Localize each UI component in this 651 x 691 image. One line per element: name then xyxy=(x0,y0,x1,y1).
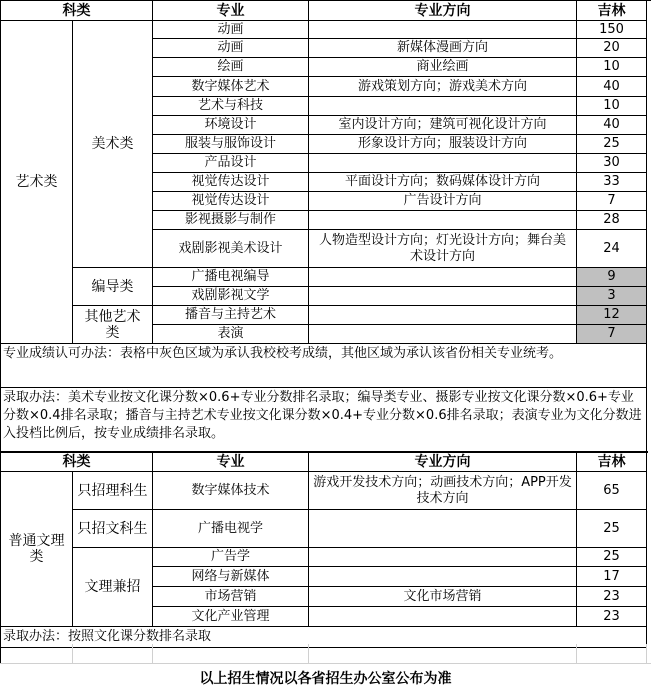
quota-cell: 25 xyxy=(577,510,647,548)
quota-cell: 10 xyxy=(577,58,647,77)
note-general-admission: 录取办法：按照文化课分数排名录取 xyxy=(1,627,647,648)
quota-cell: 25 xyxy=(577,135,647,154)
header-direction: 专业方向 xyxy=(309,1,577,21)
quota-cell: 3 xyxy=(577,287,647,306)
direction-cell xyxy=(309,548,577,567)
direction-cell xyxy=(309,567,577,587)
direction-cell xyxy=(309,287,577,306)
direction-cell: 人物造型设计方向；灯光设计方向；舞台美术设计方向 xyxy=(309,230,577,268)
major-cell: 影视摄影与制作 xyxy=(153,211,309,230)
direction-cell: 平面设计方向；数码媒体设计方向 xyxy=(309,173,577,192)
quota-cell: 28 xyxy=(577,211,647,230)
major-cell: 网络与新媒体 xyxy=(153,567,309,587)
quota-cell: 17 xyxy=(577,567,647,587)
major-cell: 市场营销 xyxy=(153,587,309,607)
direction-cell: 形象设计方向；服装设计方向 xyxy=(309,135,577,154)
note-admission: 录取办法：美术专业按文化课分数×0.6+专业分数排名录取；编导类专业、摄影专业按文化课分数×0.6+专业分数×0.4排名录取；播音与主持艺术专业按文化课分数×0.4+专业分数×0.6排名录取；表演专业为文化分数进入投档比例后，按专业成绩排名录取。 xyxy=(1,388,647,452)
sub-both: 文理兼招 xyxy=(73,548,153,627)
major-cell: 广播电视编导 xyxy=(153,268,309,287)
major-cell: 服装与服饰设计 xyxy=(153,135,309,154)
header-province: 吉林 xyxy=(577,1,647,21)
major-cell: 广播电视学 xyxy=(153,510,309,548)
quota-cell: 150 xyxy=(577,21,647,39)
quota-cell: 40 xyxy=(577,116,647,135)
major-cell: 文化产业管理 xyxy=(153,607,309,627)
quota-cell: 7 xyxy=(577,325,647,344)
quota-cell: 40 xyxy=(577,77,647,97)
quota-cell: 23 xyxy=(577,587,647,607)
quota-cell: 25 xyxy=(577,548,647,567)
direction-cell: 广告设计方向 xyxy=(309,192,577,211)
direction-cell xyxy=(309,325,577,344)
direction-cell: 商业绘画 xyxy=(309,58,577,77)
sub-liberal-only: 只招文科生 xyxy=(73,510,153,548)
major-cell: 视觉传达设计 xyxy=(153,192,309,211)
empty-grid-row xyxy=(0,644,651,664)
header2-category: 科类 xyxy=(1,453,153,472)
direction-cell xyxy=(309,510,577,548)
direction-cell xyxy=(309,154,577,173)
direction-cell xyxy=(309,306,577,325)
header2-direction: 专业方向 xyxy=(309,453,577,472)
major-cell: 播音与主持艺术 xyxy=(153,306,309,325)
quota-cell: 24 xyxy=(577,230,647,268)
footer-note: 以上招生情况以各省招生办公室公布为准 xyxy=(199,670,452,687)
major-cell: 数字媒体技术 xyxy=(153,472,309,510)
direction-cell xyxy=(309,607,577,627)
header2-province: 吉林 xyxy=(577,453,647,472)
header-major: 专业 xyxy=(153,1,309,21)
quota-cell: 7 xyxy=(577,192,647,211)
major-cell: 戏剧影视文学 xyxy=(153,287,309,306)
direction-cell: 室内设计方向；建筑可视化设计方向 xyxy=(309,116,577,135)
direction-cell xyxy=(309,211,577,230)
sub-art-fine: 美术类 xyxy=(73,21,153,268)
note-recognition: 专业成绩认可办法：表格中灰色区域为承认我校校考成绩，其他区域为承认该省份相关专业统考。 xyxy=(1,344,647,388)
header-category: 科类 xyxy=(1,1,153,21)
direction-cell xyxy=(309,268,577,287)
major-cell: 戏剧影视美术设计 xyxy=(153,230,309,268)
quota-cell: 30 xyxy=(577,154,647,173)
quota-cell: 10 xyxy=(577,97,647,116)
major-cell: 艺术与科技 xyxy=(153,97,309,116)
sub-art-other: 其他艺术类 xyxy=(73,306,153,344)
sub-science-only: 只招理科生 xyxy=(73,472,153,510)
group-art: 艺术类 xyxy=(1,21,73,344)
major-cell: 数字媒体艺术 xyxy=(153,77,309,97)
quota-cell: 33 xyxy=(577,173,647,192)
major-cell: 视觉传达设计 xyxy=(153,173,309,192)
quota-cell: 20 xyxy=(577,39,647,58)
major-cell: 环境设计 xyxy=(153,116,309,135)
sub-art-direct: 编导类 xyxy=(73,268,153,306)
major-cell: 动画 xyxy=(153,21,309,39)
direction-cell: 新媒体漫画方向 xyxy=(309,39,577,58)
direction-cell xyxy=(309,97,577,116)
major-cell: 表演 xyxy=(153,325,309,344)
direction-cell xyxy=(309,21,577,39)
major-cell: 产品设计 xyxy=(153,154,309,173)
major-cell: 动画 xyxy=(153,39,309,58)
quota-cell: 9 xyxy=(577,268,647,287)
quota-cell: 65 xyxy=(577,472,647,510)
direction-cell: 文化市场营销 xyxy=(309,587,577,607)
quota-cell: 23 xyxy=(577,607,647,627)
group-general: 普通文理类 xyxy=(1,472,73,627)
header2-major: 专业 xyxy=(153,453,309,472)
direction-cell: 游戏开发技术方向；动画技术方向；APP开发技术方向 xyxy=(309,472,577,510)
major-cell: 绘画 xyxy=(153,58,309,77)
major-cell: 广告学 xyxy=(153,548,309,567)
direction-cell: 游戏策划方向；游戏美术方向 xyxy=(309,77,577,97)
quota-cell: 12 xyxy=(577,306,647,325)
